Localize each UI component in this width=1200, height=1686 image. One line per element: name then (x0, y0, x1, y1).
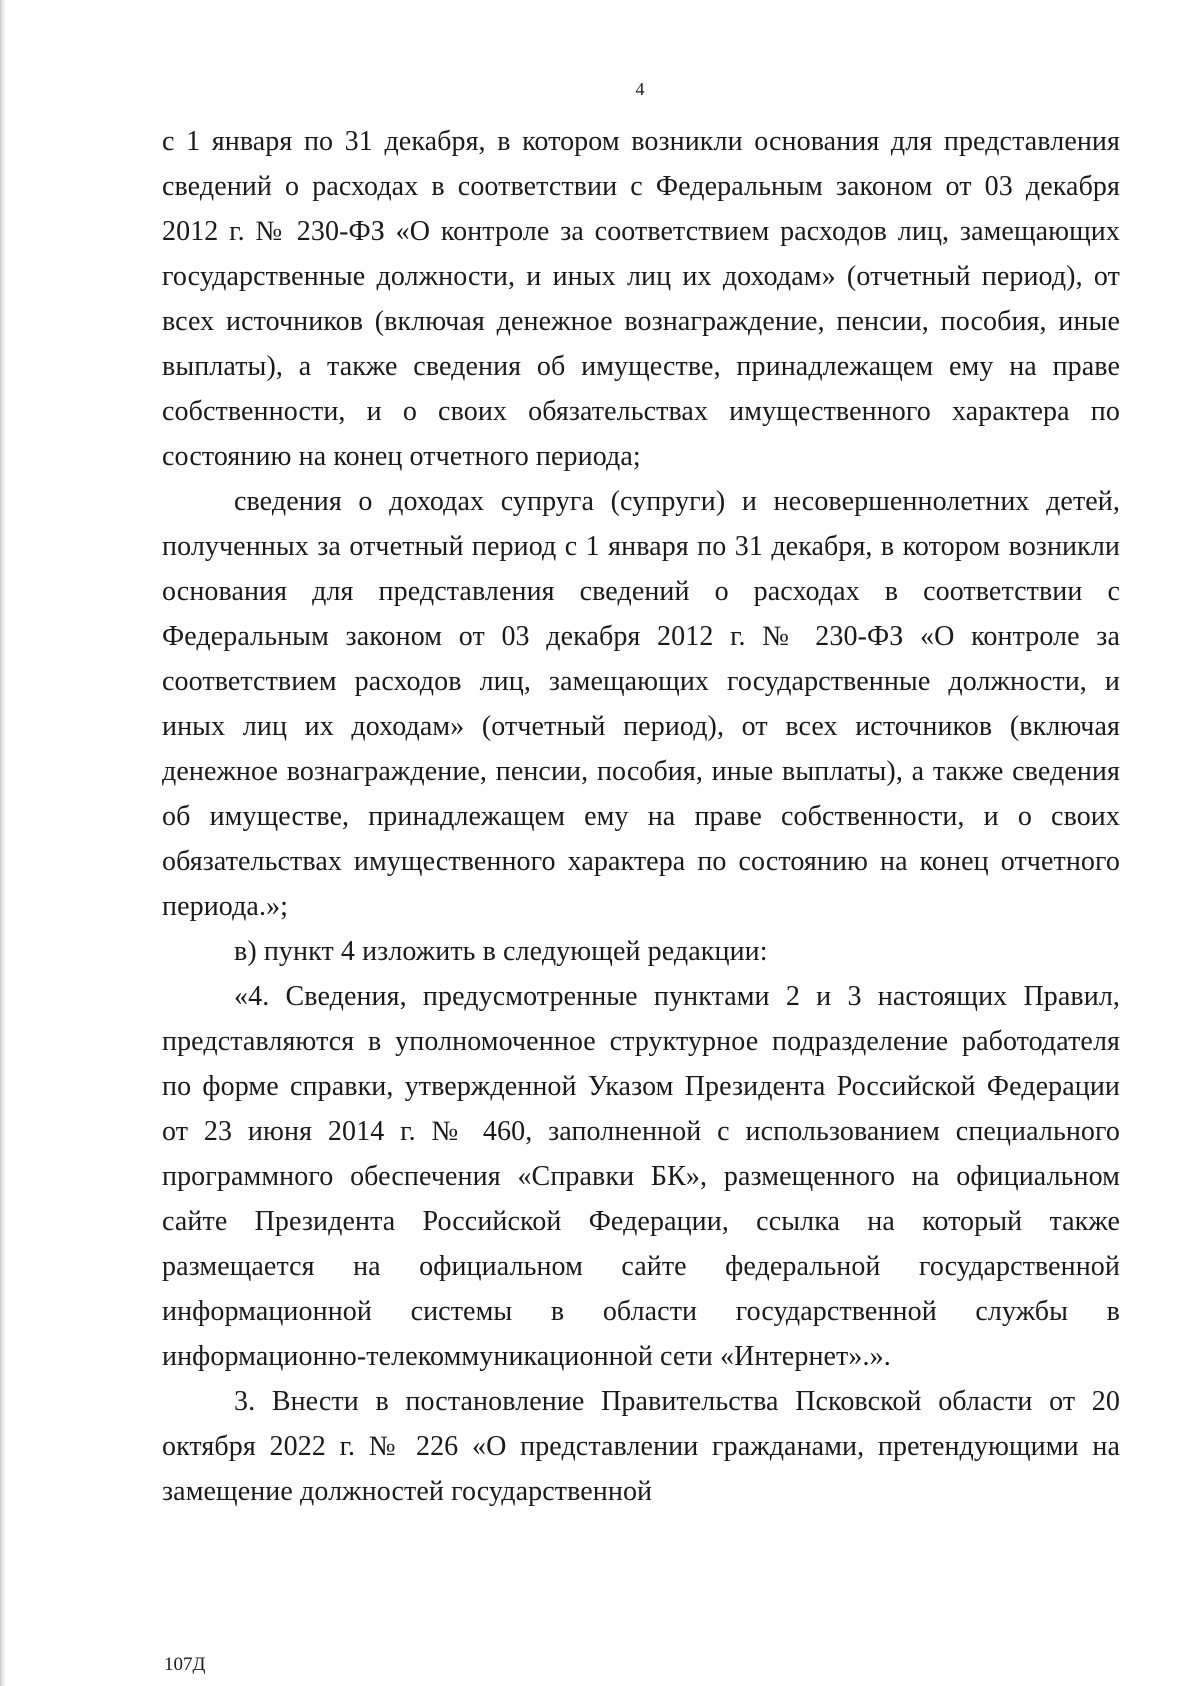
paragraph-item-4-new-text: «4. Сведения, предусмотренные пунктами 2 и 3 настоящих Правил, представляются в уполномоченное структурное подразделение работодателя по форме справки, утвержденной Указом Президента Российской Федерации от 23 июня 2014 г. № 460, заполненной с использованием специального программного обеспечения «Справки БК», размещенного на официальном сайте Президента Российской Федерации, ссылка на который также размещается на официальном сайте федеральной государственной информационной системы в области государственной службы в информационно-телекоммуникационной сети «Интернет».». (162, 981, 1120, 1372)
scan-edge (0, 0, 5, 1686)
paragraph-section-3: 3. Внести в постановление Правительства Псковской области от 20 октября 2022 г. № 226 «О представлении гражданами, претендующими на замещение должностей государственной (162, 1386, 1120, 1507)
paragraph-spouse-children-income: сведения о доходах супруга (супруги) и несовершеннолетних детей, полученных за отчетный период с 1 января по 31 декабря, в котором возникли основания для представления сведений о расходах в соответствии с Федеральным законом от 03 декабря 2012 г. № 230-ФЗ «О контроле за соответствием расходов лиц, замещающих государственные должности, и иных лиц их доходам» (отчетный период), от всех источников (включая денежное вознаграждение, пенсии, пособия, иные выплаты), а также сведения об имуществе, принадлежащем ему на праве собственности, и о своих обязательствах имущественного характера по состоянию на конец отчетного периода.»; (162, 486, 1120, 922)
paragraph-item-4-amendment-intro: в) пункт 4 изложить в следующей редакции: (234, 936, 768, 967)
document-code: 107Д (164, 1654, 206, 1675)
page-number: 4 (635, 79, 645, 99)
document-body (162, 119, 1120, 1514)
paragraph-income-period-continuation: с 1 января по 31 декабря, в котором возникли основания для представления сведений о расходах в соответствии с Федеральным законом от 03 декабря 2012 г. № 230-ФЗ «О контроле за соответствием расходов лиц, замещающих государственные должности, и иных лиц их доходам» (отчетный период), от всех источников (включая денежное вознаграждение, пенсии, пособия, иные выплаты), а также сведения об имуществе, принадлежащем ему на праве собственности, и о своих обязательствах имущественного характера по состоянию на конец отчетного периода; (162, 126, 1120, 472)
